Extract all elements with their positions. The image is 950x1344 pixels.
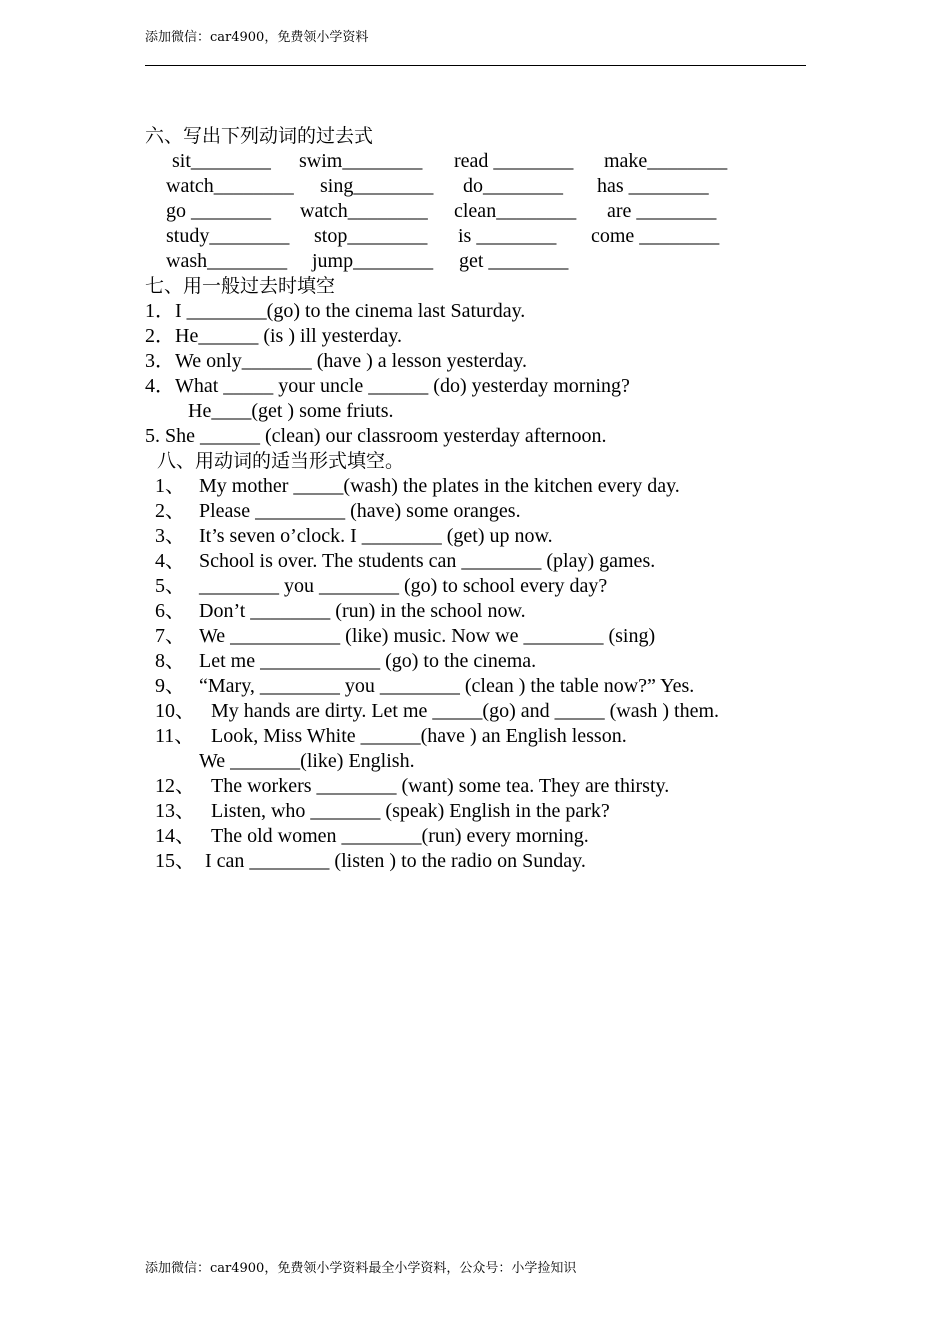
exercise-line: 1．I ________(go) to the cinema last Saturday. (145, 300, 526, 322)
verb-blank: make________ (604, 150, 728, 172)
exercise-line: 5. She ______ (clean) our classroom yesterday afternoon. (145, 425, 607, 447)
item-text: We ___________ (like) music. Now we ________ (sing) (199, 625, 656, 647)
item-text: It’s seven o’clock. I ________ (get) up now. (199, 525, 553, 547)
exercise-item (145, 574, 845, 599)
item-number: 1、 (155, 475, 185, 497)
exercise-item (145, 649, 845, 674)
item-text: We _______(like) English. (199, 750, 415, 772)
item-number: 8、 (155, 650, 185, 672)
verb-blank: get ________ (459, 250, 569, 272)
item-text: My mother _____(wash) the plates in the kitchen every day. (199, 475, 680, 497)
item-number: 10、 (155, 700, 195, 722)
verb-blank: are ________ (607, 200, 717, 222)
item-text: Look, Miss White ______(have ) an English lesson. (211, 725, 627, 747)
exercise-item (145, 799, 845, 824)
verb-blank: study________ (166, 225, 290, 247)
item-text: My hands are dirty. Let me _____(go) and _____ (wash ) them. (211, 700, 720, 722)
exercise-item (145, 749, 845, 774)
exercise-line: He____(get ) some friuts. (188, 400, 394, 422)
page-footer: 添加微信：car4900，免费领小学资料最全小学资料，公众号：小学捡知识 (145, 1261, 577, 1276)
verb-blank: do________ (463, 175, 563, 197)
exercise-item (145, 824, 845, 849)
verb-blank: is ________ (458, 225, 557, 247)
verb-row (145, 149, 845, 174)
exercise-item (145, 524, 845, 549)
verb-blank: has ________ (597, 175, 709, 197)
item-text: “Mary, ________ you ________ (clean ) the table now?” Yes. (199, 675, 695, 697)
verb-blank: clean________ (454, 200, 577, 222)
item-text: The old women ________(run) every morning. (211, 825, 589, 847)
verb-blank: stop________ (314, 225, 428, 247)
verb-blank: wash________ (166, 250, 288, 272)
page-header: 添加微信：car4900，免费领小学资料 (145, 30, 369, 45)
section6-title: 六、写出下列动词的过去式 (145, 125, 374, 147)
verb-blank: watch________ (300, 200, 428, 222)
item-text: School is over. The students can ________ (play) games. (199, 550, 656, 572)
verb-blank: swim________ (299, 150, 423, 172)
verb-row (145, 224, 845, 249)
item-number: 2、 (155, 500, 185, 522)
item-text: ________ you ________ (go) to school every day? (199, 575, 608, 597)
exercise-line: 4．What _____ your uncle ______ (do) yesterday morning? (145, 375, 630, 397)
item-text: Listen, who _______ (speak) English in the park? (211, 800, 610, 822)
item-number: 9、 (155, 675, 185, 697)
item-number: 5、 (155, 575, 185, 597)
exercise-item (145, 674, 845, 699)
exercise-line: 2．He______ (is ) ill yesterday. (145, 325, 402, 347)
verb-row (145, 199, 845, 224)
exercise-item (145, 624, 845, 649)
verb-blank: jump________ (312, 250, 434, 272)
verb-blank: watch________ (166, 175, 294, 197)
item-number: 7、 (155, 625, 185, 647)
exercise-line: 3．We only_______ (have ) a lesson yesterday. (145, 350, 527, 372)
item-text: The workers ________ (want) some tea. They are thirsty. (211, 775, 670, 797)
item-number: 6、 (155, 600, 185, 622)
exercise-item (145, 724, 845, 749)
header-divider (145, 65, 806, 66)
exercise-item (145, 474, 845, 499)
verb-row (145, 174, 845, 199)
verb-blank: go ________ (166, 200, 271, 222)
exercise-item (145, 774, 845, 799)
item-number: 4、 (155, 550, 185, 572)
item-number: 15、 (155, 850, 195, 872)
exercise-item (145, 499, 845, 524)
item-text: I can ________ (listen ) to the radio on Sunday. (205, 850, 586, 872)
item-number: 14、 (155, 825, 195, 847)
exercise-item (145, 699, 845, 724)
verb-blank: read ________ (454, 150, 574, 172)
section8-title: 八、用动词的适当形式填空。 (157, 450, 405, 472)
exercise-item (145, 549, 845, 574)
item-number: 12、 (155, 775, 195, 797)
item-text: Please _________ (have) some oranges. (199, 500, 521, 522)
verb-row (145, 249, 845, 274)
exercise-item (145, 599, 845, 624)
item-number: 11、 (155, 725, 195, 747)
item-text: Let me ____________ (go) to the cinema. (199, 650, 537, 672)
verb-blank: come ________ (591, 225, 720, 247)
item-number: 3、 (155, 525, 185, 547)
section7-title: 七、用一般过去时填空 (145, 275, 336, 297)
verb-blank: sing________ (320, 175, 434, 197)
item-text: Don’t ________ (run) in the school now. (199, 600, 526, 622)
item-number: 13、 (155, 800, 195, 822)
verb-blank: sit________ (172, 150, 271, 172)
exercise-item (145, 849, 845, 874)
